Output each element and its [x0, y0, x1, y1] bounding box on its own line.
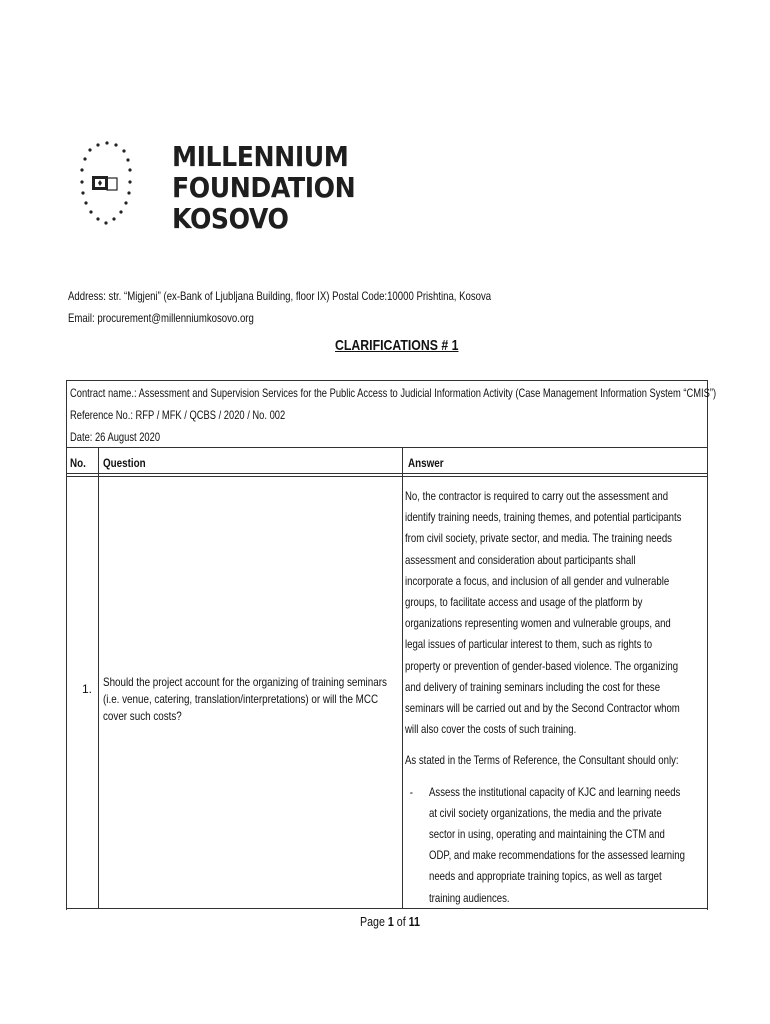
reference-number: Reference No.: RFP / MFK / QCBS / 2020 / No. 002 — [70, 408, 286, 422]
logo-emblem-icon — [76, 136, 132, 230]
table-border-top — [66, 380, 708, 381]
column-header-question: Question — [103, 456, 146, 470]
logo-line-3: KOSOVO — [172, 202, 289, 235]
answer-paragraph-1: No, the contractor is required to carry out the assessment and identify training needs, training themes, and potential participants from civil society, private sector, and media. The training needs assessment and consideration about participants shall incorporate a focus, and inclusion of all gender and vulnerable groups, to facilitate access and usage of the platform by organizations representing women and vulnerable groups, and legal issues of particular interest to them, such as rights to property or prevention of gender-based violence. The organizing and delivery of training seminars including the cost for these seminars will be carried out and by the Second Contractor whom will also cover the costs of such training. — [405, 489, 682, 737]
contract-name: Contract name.: Assessment and Supervision Services for the Public Access to Judicial Information Activity (Case Management Information System “CMIS”) — [70, 386, 717, 400]
table-col-divider-2 — [402, 447, 403, 909]
row-number: 1. — [82, 682, 93, 696]
question-text: Should the project account for the organizing of training seminars (i.e. venue, catering, translation/interpretations) or will the MCC cover such costs? — [103, 675, 387, 723]
address-line: Address: str. “Migjeni” (ex-Bank of Ljubljana Building, floor IX) Postal Code:10000 Prishtina, Kosova — [68, 289, 492, 303]
column-header-no: No. — [70, 456, 86, 470]
page-total: 11 — [408, 914, 420, 929]
logo-line-1: MILLENNIUM — [172, 140, 349, 173]
answer-cell — [405, 486, 685, 909]
table-divider-header-double — [66, 476, 708, 477]
table-border-right — [707, 380, 708, 910]
table-divider-header — [66, 473, 708, 474]
page-number — [360, 914, 420, 929]
table-col-divider-1 — [98, 447, 99, 909]
answer-bullet-item — [405, 782, 685, 909]
page-current: 1 — [387, 914, 394, 929]
document-title: CLARIFICATIONS # 1 — [335, 337, 459, 354]
foundation-logo-wordmark — [172, 141, 376, 234]
table-divider-meta — [66, 447, 708, 448]
table-border-left — [66, 380, 67, 910]
page-of: of — [393, 914, 409, 929]
email-line: Email: procurement@millenniumkosovo.org — [68, 311, 254, 325]
document-date: Date: 26 August 2020 — [70, 430, 161, 444]
foundation-logo-emblem — [76, 136, 132, 230]
page-prefix: Page — [360, 914, 388, 929]
answer-paragraph-2: As stated in the Terms of Reference, the Consultant should only: — [405, 753, 679, 768]
bullet-marker: - — [409, 784, 413, 799]
column-header-answer: Answer — [408, 456, 444, 470]
bullet-text: Assess the institutional capacity of KJC and learning needs at civil society organizations, the media and the private sector in using, operating and maintaining the CTM and ODP, and make recommendations for the assessed learning needs and appropriate training topics, as well as target training audiences. — [429, 784, 685, 905]
logo-line-2: FOUNDATION — [172, 171, 356, 204]
